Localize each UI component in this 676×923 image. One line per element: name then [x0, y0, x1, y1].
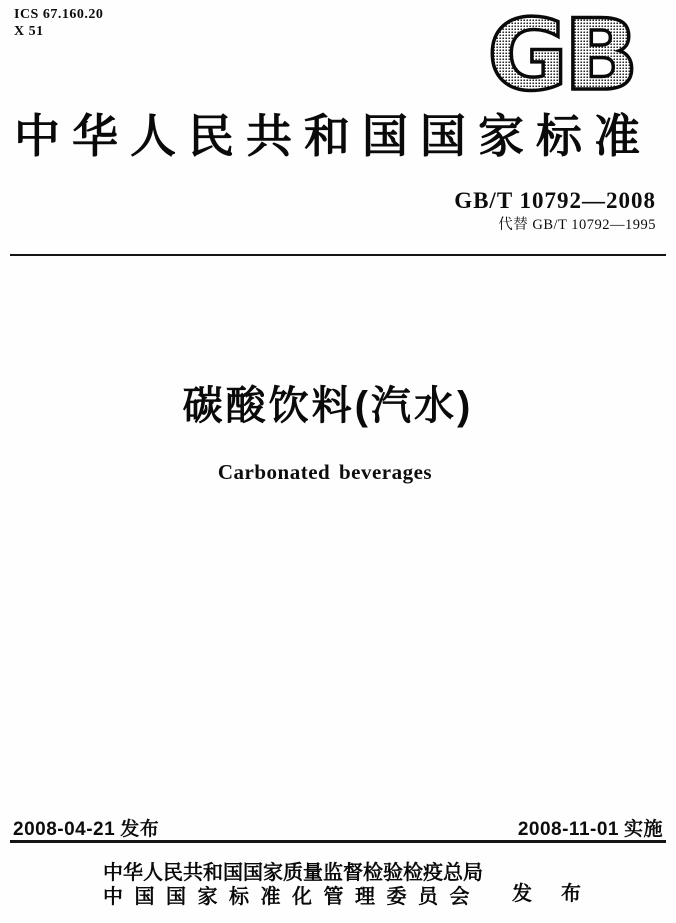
implementation-date-line [518, 814, 663, 841]
classification-code: X 51 [14, 24, 44, 39]
ics-code: ICS 67.160.20 [14, 7, 104, 22]
standard-number-block [454, 188, 656, 234]
supersedes-note: 代替 GB/T 10792—1995 [498, 217, 656, 233]
issuer-line-2: 中国国家标准化管理委员会 [103, 886, 481, 908]
implementation-date: 2008-11-01 [517, 819, 619, 840]
issue-label: 发布 [120, 819, 160, 840]
standard-number: GB/T 10792—2008 [454, 188, 656, 213]
gb-logo-text: GB [487, 10, 635, 96]
national-standard-title: 中华人民共和国国家标准 [14, 111, 652, 162]
implementation-label: 实施 [623, 819, 663, 840]
gb-logo [472, 10, 650, 96]
top-divider [10, 254, 666, 256]
issue-date-line [13, 814, 159, 841]
gb-logo-icon [472, 10, 650, 96]
document-title-en: Carbonated beverages [217, 460, 433, 484]
document-title-cn: 碳酸饮料(汽水) [182, 384, 474, 428]
ics-block [14, 6, 103, 40]
issuer-block [103, 861, 488, 909]
issuer-line-1: 中华人民共和国国家质量监督检验检疫总局 [103, 862, 483, 884]
bottom-divider [10, 840, 666, 843]
issue-date: 2008-04-21 [13, 819, 116, 840]
publish-label: 发 布 [512, 883, 593, 905]
